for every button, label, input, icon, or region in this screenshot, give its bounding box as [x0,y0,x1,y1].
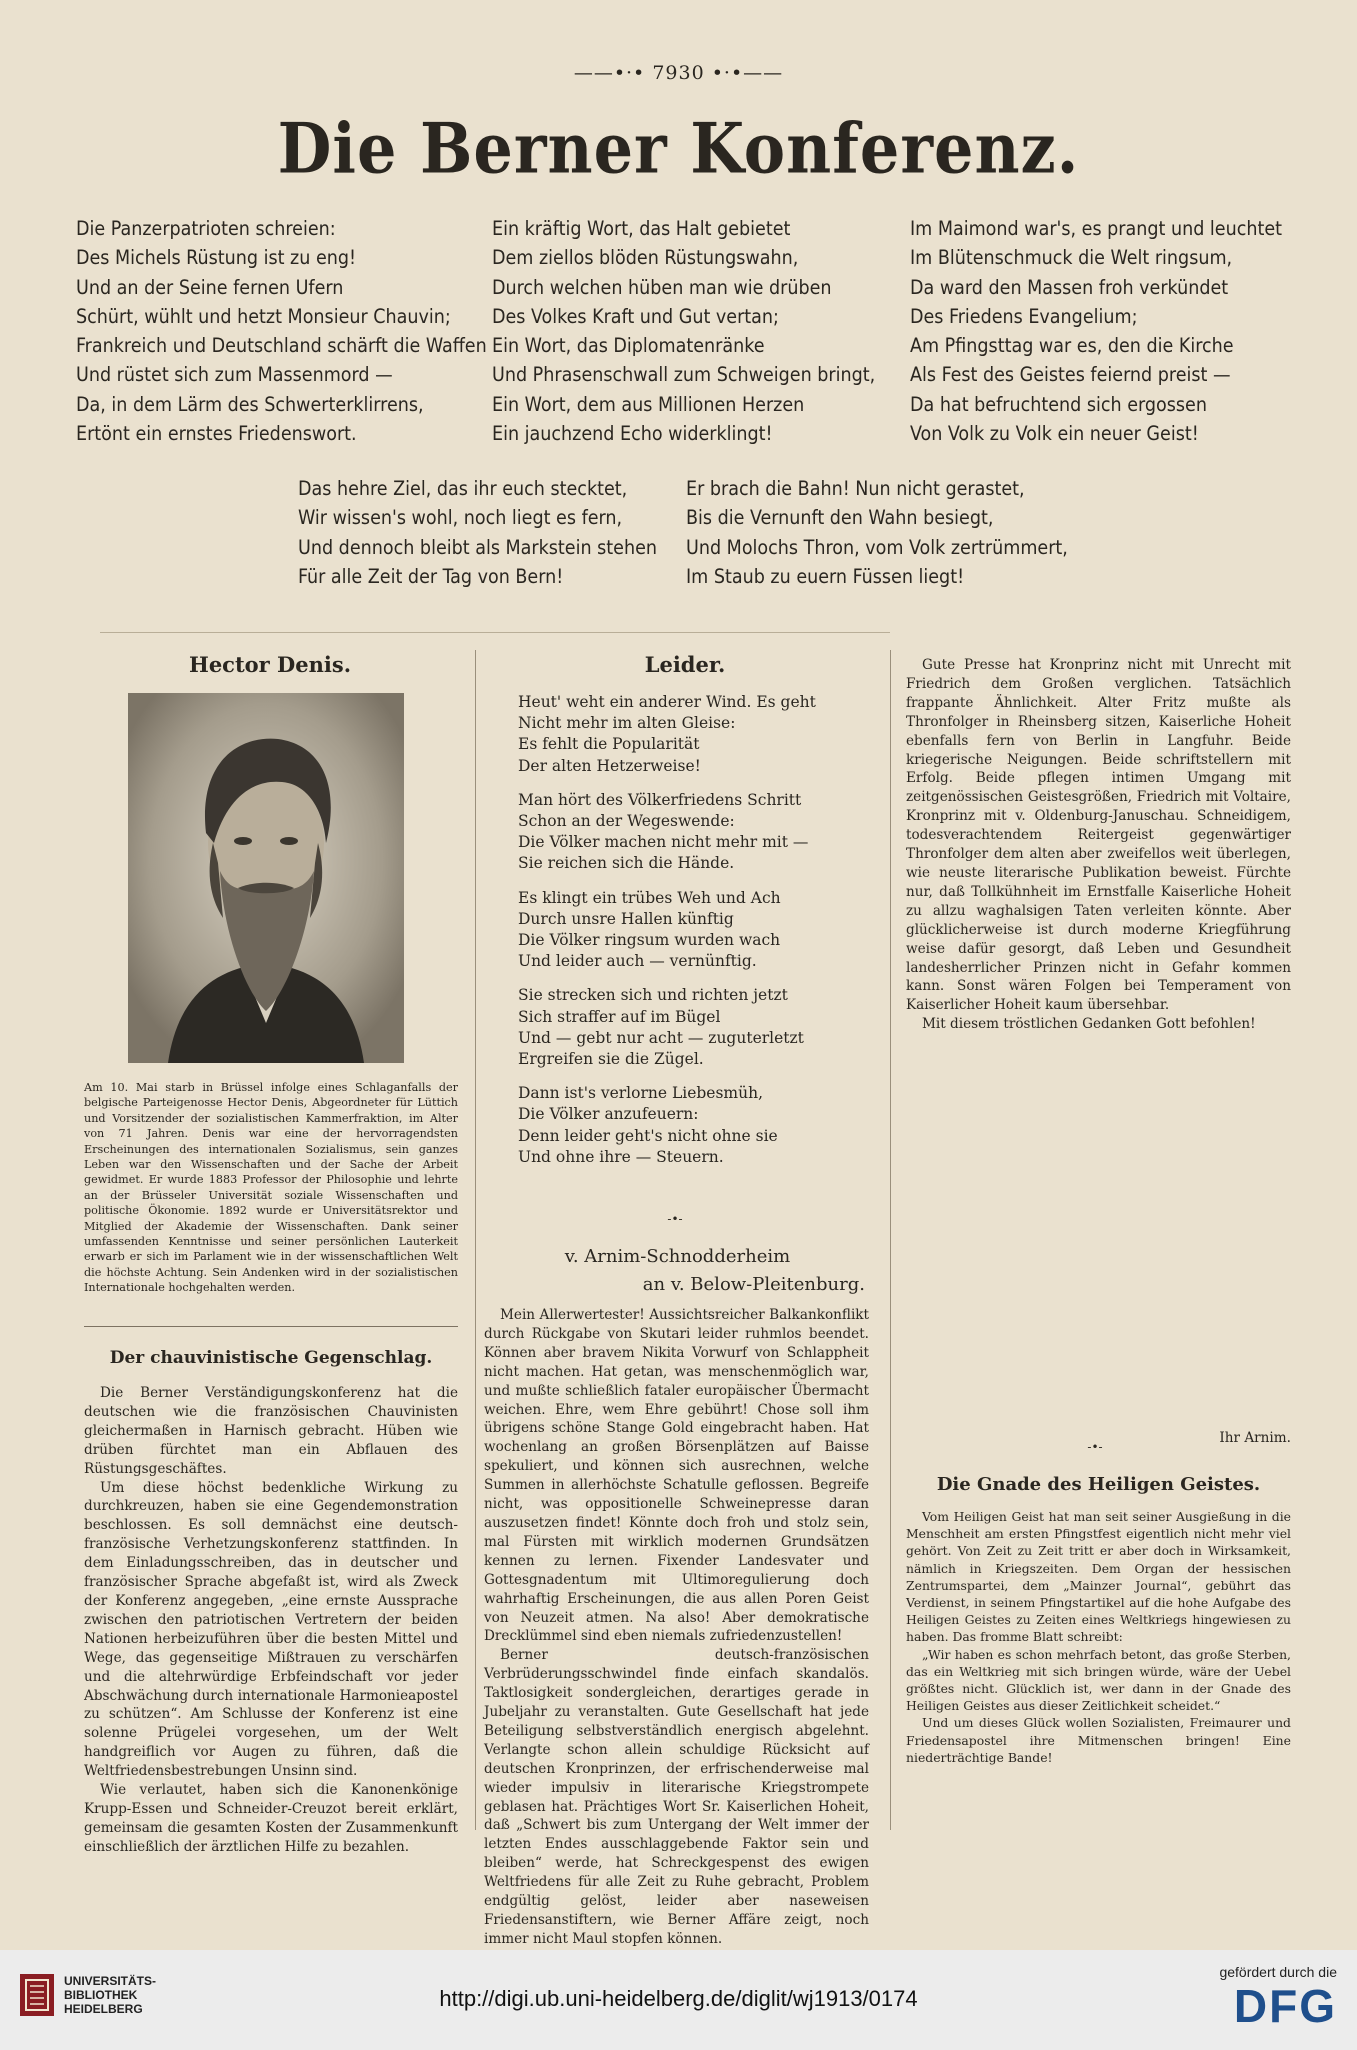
verse-line: Nicht mehr im alten Gleise: [518,714,736,733]
stanza [518,1083,878,1168]
verse-line: Und ohne ihre — Steuern. [518,1147,724,1166]
arnim-heading-2: an v. Below-Pleitenburg. [642,1274,865,1295]
verse-line: Die Völker ringsum wurden wach [518,931,781,950]
verse-line: Sie reichen sich die Hände. [518,854,735,873]
library-name-line-3: HEIDELBERG [64,2002,143,2016]
poem-column-3 [910,214,1310,448]
paragraph: Vom Heiligen Geist hat man seit seiner Ausgießung in die Menschheit am ersten Pfingstfest eigentlich nicht mehr viel gehört. Von Zeit zu Zeit tritt er aber doch in Wirksamkeit, nämlich in Kriegszeiten. Dem Organ der hessischen Zentrumspartei, dem „Mainzer Journal“, gebührt das Verdienst, in seinem Pfingstartikel auf die hohe Aufgabe des Heiligen Geistes zu Zeiten eines Weltkriegs hingewiesen zu haben. Das fromme Blatt schreibt: [906,1509,1291,1645]
poem-column-4 [298,474,678,591]
poem-line: Und an der Seine fernen Ufern [76,275,344,299]
poem-line: Dem ziellos blöden Rüstungswahn, [492,246,799,270]
gnade-article [906,1508,1291,1766]
library-name-line-1: UNIVERSITÄTS- [64,1974,157,1988]
column-rule-1 [475,650,476,1830]
leider-heading: Leider. [644,652,726,677]
verse-line: Die Völker machen nicht mehr mit — [518,833,809,852]
poem-line: Die Panzerpatrioten schreien: [76,217,336,240]
portrait-photo [128,693,404,1063]
verse-line: Schon an der Wegeswende: [518,812,735,831]
poem-line: Des Volkes Kraft und Gut vertan; [492,304,779,328]
verse-line: Denn leider geht's nicht ohne sie [518,1126,778,1145]
poem-line: Durch welchen hüben man wie drüben [492,275,832,299]
sponsor-block[interactable] [1127,1964,1337,2032]
verse-line: Es klingt ein trübes Weh und Ach [518,888,781,907]
verse-line: Die Völker anzufeuern: [518,1105,699,1124]
paragraph: Berner deutsch-französischen Verbrüderungsschwindel finde einfach skandalös. Taktlosigkeit sondergleichen, derartiges gerade in Jubeljahr zu veranstalten. Gute Gesellschaft hat jede Beteiligung selbstverständlich energisch abgelehnt. Verlangte schon allein schuldige Rücksicht auf deutschen Kronprinzen, der erfrischenderweise mal wieder impulsiv in literarische Kriegstrompete geblasen hat. Prächtiges Wort Sr. Kaiserlichen Hoheit, daß „Schwert bis zum Untergang der Welt immer der letzten Endes ausschlaggebende Faktor sein und bleiben“ werde, hat Schreckgespenst des ewigen Weltfriedens für alle Zeit zu Ruhe gebracht, Problem endgültig gelöst, leider aber naseweisen Friedensanstiftern, wie Berner Affäre zeigt, noch immer nicht Maul stopfen können. [484,1647,869,1947]
chauvin-article [84,1384,458,1857]
sponsor-text: gefördert durch die [1219,1964,1337,1980]
verse-line: Sie strecken sich und richten jetzt [518,986,788,1005]
verse-line: Dann ist's verlorne Liebesmüh, [518,1084,764,1103]
poem-line: Für alle Zeit der Tag von Bern! [298,564,564,588]
paragraph: Wie verlautet, haben sich die Kanonenkönige Krupp-Essen und Schneider-Creuzot bereit erklärt, gemeinsam die gesamten Kosten der Zusammenkunft einschließlich der ärztlichen Hilfe zu bezahlen. [84,1782,458,1855]
poem-line: Ein Wort, dem aus Millionen Herzen [492,392,805,416]
poem-line: Ein kräftig Wort, das Halt gebietet [492,217,791,240]
digitization-footer [0,1950,1357,2050]
ornament-divider: -•- [667,1212,683,1226]
verse-line: Und — gebt nur acht — zuguterletzt [518,1028,804,1047]
poem-line: Im Maimond war's, es prangt und leuchtet [910,217,1283,240]
left-divider [84,1326,458,1327]
page-title: Die Berner Konferenz. [277,107,1080,190]
arnim-heading-1: v. Arnim-Schnodderheim [564,1246,791,1267]
poem-line: Da hat befruchtend sich ergossen [910,392,1207,416]
verse-line: Der alten Hetzerweise! [518,756,701,775]
leider-poem [518,692,878,1181]
paragraph: Mit diesem tröstlichen Gedanken Gott befohlen! [922,1016,1256,1033]
poem-line: Da ward den Massen froh verkündet [910,275,1229,299]
paragraph: Mein Allerwertester! Aussichtsreicher Balkankonflikt durch Rückgabe von Skutari leider ruhmlos beendet. Können aber bravem Nikita Vorwurf von Schlappheit nicht machen. Hat getan, was menschenmöglich war, und mußte schließlich fataler europäischer Übermacht weichen. Ehre, wem Ehre gebührt! Chose soll ihm übrigens schöne Stange Gold eingebracht haben. Hat wochenlang an großen Börsenplätzen auf Baisse spekuliert, und können sich ausrechnen, welche Summen in allerhöchste Schatulle geflossen. Begreife nicht, was oppositionelle Schweinepresse daran auszusetzen findet! Könnte doch froh und stolz sein, mal Fürsten mit wirklich modernen Grundsätzen kennen zu lernen. Fixender Landesvater und Gottesgnadentum mit Ultimoregulierung doch wahrhaftig Erscheinungen, die aus allen Poren Geist von Neuzeit atmen. Na also! Aber demokratische Drecklümmel sind eben niemals zufriedenzustellen! [484,1307,869,1645]
poem-line: Ein Wort, das Diplomatenränke [492,334,765,358]
poem-line: Ertönt ein ernstes Friedenswort. [76,422,357,446]
poem-line: Und rüstet sich zum Massenmord — [76,363,393,387]
poem-line: Als Fest des Geistes feiernd preist — [910,363,1231,387]
poem-line: Des Michels Rüstung ist zu eng! [76,246,357,270]
stanza [518,888,878,973]
ornament-right: •·•—— [704,62,784,84]
poem-line: Im Staub zu euern Füssen liegt! [686,564,965,588]
poem-line: Und Molochs Thron, vom Volk zertrümmert, [686,535,1068,559]
poem-line: Von Volk zu Volk ein neuer Geist! [910,422,1199,446]
verse-line: Durch unsre Hallen künftig [518,909,734,928]
poem-line: Bis die Vernunft den Wahn besiegt, [686,506,994,530]
verse-line: Heut' weht ein anderer Wind. Es geht [518,693,816,711]
arnim-signature: Ihr Arnim. [1219,1430,1291,1446]
paragraph: Gute Presse hat Kronprinz nicht mit Unrecht mit Friedrich dem Großen verglichen. Tatsächlich frappante Ähnlichkeit. Alter Fritz mußte als Thronfolger in Rheinsberg sitzen, Kaiserliche Hoheit ebenfalls fern von Berlin in Langfuhr. Beide kriegerische Neigungen. Beide schriftstellern mit Erfolg. Beide pflegen intimen Umgang mit zeitgenössischen Geistesgrößen, Friedrich mit Voltaire, Kronprinz mit v. Oldenburg-Januschau. Schneidigem, todesverachtendem Reitergeist gegenwärtiger Thronfolger dem alten aber zweifellos weit überlegen, wie neuste literarische Publikation beweist. Fürchte nur, daß Tollkühnheit im Ernstfalle Kaiserliche Hoheit zu allzu waghalsigen Taten verleiten könnte. Aber glücklicherweise ist durch moderne Kriegführung weise dafür gesorgt, daß Leben und Gesundheit landesherrlicher Prinzen nicht in Gefahr kommen kann. Sonst wären Folgen bei Temperament von Kaiserlicher Hoheit kaum übersehbar. [906,657,1291,1014]
paragraph: Die Berner Verständigungskonferenz hat die deutschen wie die französischen Chauvinisten gleichermaßen in Harnisch gebracht. Hüben wie drüben fürchtet man ein Abflauen des Rüstungsgeschäftes. [84,1385,458,1477]
poem-column-5 [686,474,1086,591]
poem-line: Am Pfingsttag war es, den die Kirche [910,334,1234,358]
poem-line: Und Phrasenschwall zum Schweigen bringt, [492,363,876,387]
ornament-divider-2: -•- [1087,1440,1103,1454]
poem-line: Er brach die Bahn! Nun nicht gerastet, [686,477,1025,500]
page-number-line [0,62,1357,84]
library-name-line-2: BIBLIOTHEK [64,1988,138,2002]
stanza [518,692,878,777]
gnade-heading: Die Gnade des Heiligen Geistes. [936,1474,1261,1495]
poem-line: Wir wissen's wohl, noch liegt es fern, [298,506,623,530]
verse-line: Ergreifen sie die Zügel. [518,1050,704,1069]
poem-line: Des Friedens Evangelium; [910,304,1138,328]
poem-line: Ein jauchzend Echo widerklingt! [492,422,773,446]
paragraph: „Wir haben es schon mehrfach betont, das große Sterben, das ein Weltkrieg mit sich bringen würde, wäre der Uebel größtes nicht. Glücklich ist, wer dann in der Gnade des Heiligen Geistes aus dieser Zeitlichkeit scheidet.“ [906,1646,1291,1714]
poem-line: Und dennoch bleibt als Markstein stehen [298,535,658,559]
poem-column-1 [76,214,487,448]
ornament-left: ——•·• [573,62,653,84]
poem-column-2 [492,214,892,448]
paragraph: Um diese höchst bedenkliche Wirkung zu durchkreuzen, haben sie eine Gegendemonstration beschlossen. Es soll demnächst eine deutsch-französische Verhetzungskonferenz stattfinden. In dem Einladungsschreiben, das in deutscher und französischer Sprache abgefaßt ist, wird als Zweck der Konferenz angegeben, „eine ernste Aussprache zwischen den patriotischen Vertretern der beiden Nationen herbeizuführen über die besten Mittel und Wege, das gegenseitige Mißtrauen zu verschärfen und die altehrwürdige Erbfeindschaft vor jeder Abschwächung durch internationale Harmonieapostel zu schützen“. Am Schlusse der Konferenz ist eine solenne Prügelei vorgesehen, um der Welt handgreiflich vor Augen zu führen, daß die Weltfriedensbestrebungen Unsinn sind. [84,1479,458,1780]
verse-line: Man hört des Völkerfriedens Schritt [518,790,802,809]
dfg-logo: DFG [1233,1980,1337,2032]
paragraph: Und um dieses Glück wollen Sozialisten, Freimaurer und Friedensapostel ihre Mitmenschen bringen! Eine niederträchtige Bande! [906,1715,1291,1765]
arnim-article-part1 [484,1306,869,1947]
stanza [518,985,878,1070]
stanza [518,790,878,875]
source-url[interactable]: http://digi.ub.uni-heidelberg.de/diglit/wj1913/0174 [439,1986,918,2011]
arnim-article-part2 [906,656,1291,1436]
poem-line: Im Blütenschmuck die Welt ringsum, [910,246,1233,270]
hector-caption: Am 10. Mai starb in Brüssel infolge eines Schlaganfalls der belgische Parteigenosse Hector Denis, Abgeordneter für Lüttich und Vorsitzender der sozialistischen Kammerfraktion, im Alter von 71 Jahren. Denis war eine der hervorragendsten Erscheinungen des internationalen Sozialismus, sein ganzes Leben war den Wissenschaften und der Sache der Arbeit gewidmet. Er wurde 1883 Professor der Philosophie und lehrte an der Brüsseler Universität soziale Wissenschaften und politische Ökonomie. 1892 wurde er Universitätsrektor und Mitglied der Akademie der Wissenschaften. Dank seiner umfassenden Kenntnisse und seiner persönlichen Lauterkeit erwarb er sich im Parlament wie in der wissenschaftlichen Welt die höchste Achtung. Sein Andenken wird in der sozialistischen Internationale hochgehalten werden. [84,1081,458,1295]
verse-line: Und leider auch — vernünftig. [518,952,757,971]
poem-line: Das hehre Ziel, das ihr euch stecktet, [298,477,628,500]
poem-line: Da, in dem Lärm des Schwerterklirrens, [76,392,424,416]
verse-line: Es fehlt die Popularität [518,735,700,754]
column-rule-2 [890,650,891,1830]
page-number: 7930 [652,62,705,84]
poem-line: Frankreich und Deutschland schärft die Waffen [76,334,487,358]
section-divider [100,632,890,633]
verse-line: Sich straffer auf im Bügel [518,1007,721,1026]
poem-line: Schürt, wühlt und hetzt Monsieur Chauvin; [76,304,451,328]
portrait-image [128,693,404,1063]
chauvin-heading: Der chauvinistische Gegenschlag. [109,1348,433,1368]
hector-heading: Hector Denis. [188,652,352,677]
